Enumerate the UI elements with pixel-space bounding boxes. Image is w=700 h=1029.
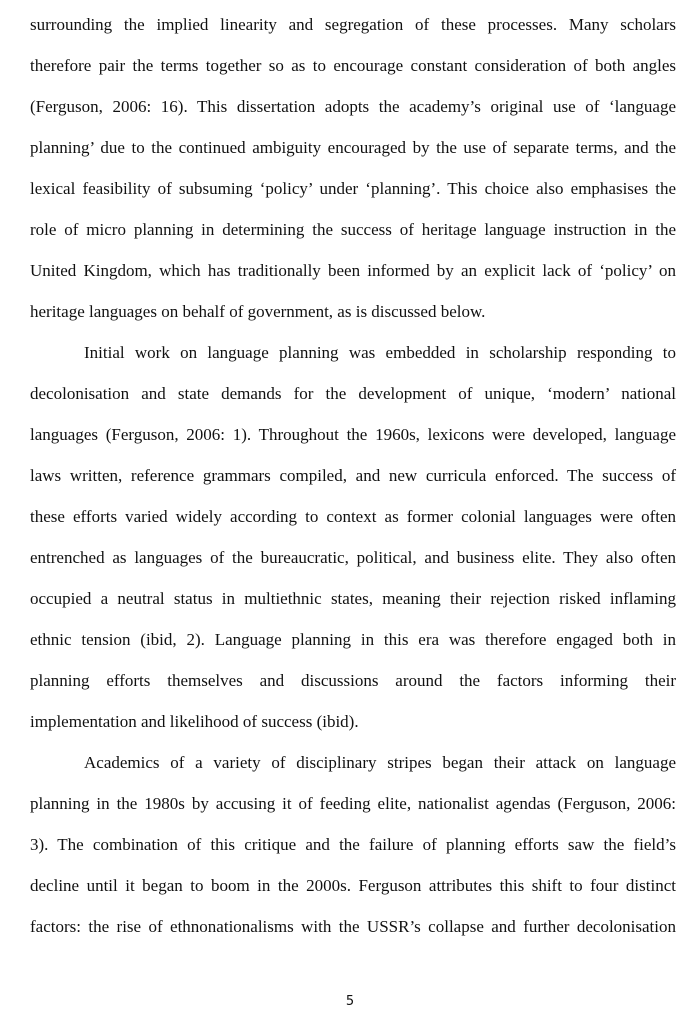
paragraph-1-line-6: role of micro planning in determining the success of heritage language instruction in the: [30, 220, 676, 239]
paragraph-2-line-2: decolonisation and state demands for the development of unique, ‘modern’ national: [30, 384, 676, 403]
paragraph-2-line-1: Initial work on language planning was embedded in scholarship responding to: [84, 343, 676, 362]
paragraph-1-line-1: surrounding the implied linearity and segregation of these processes. Many scholars: [30, 15, 676, 34]
paragraph-1-line-7: United Kingdom, which has traditionally been informed by an explicit lack of ‘policy’ on: [30, 261, 676, 280]
paragraph-2-line-3: languages (Ferguson, 2006: 1). Throughout the 1960s, lexicons were developed, language: [30, 425, 676, 444]
paragraph-3-line-3: 3). The combination of this critique and the failure of planning efforts saw the field’s: [30, 835, 676, 854]
paragraph-2-line-7: occupied a neutral status in multiethnic states, meaning their rejection risked inflaming: [30, 589, 676, 608]
paragraph-1-line-8: heritage languages on behalf of government, as is discussed below.: [30, 302, 486, 321]
paragraph-3-line-5: factors: the rise of ethnonationalisms with the USSR’s collapse and further decolonisation: [30, 917, 676, 936]
paragraph-2-line-8: ethnic tension (ibid, 2). Language planning in this era was therefore engaged both in: [30, 630, 676, 649]
paragraph-3-line-1: Academics of a variety of disciplinary stripes began their attack on language: [84, 753, 676, 772]
paragraph-1-line-2: therefore pair the terms together so as to encourage constant consideration of both angles: [30, 56, 676, 75]
paragraph-2-line-9: planning efforts themselves and discussions around the factors informing their: [30, 671, 676, 690]
paragraph-1-line-5: lexical feasibility of subsuming ‘policy’ under ‘planning’. This choice also emphasises the: [30, 179, 676, 198]
paragraph-2-line-5: these efforts varied widely according to context as former colonial languages were often: [30, 507, 676, 526]
paragraph-3-line-2: planning in the 1980s by accusing it of feeding elite, nationalist agendas (Ferguson, 2006:: [30, 794, 676, 813]
paragraph-2-line-6: entrenched as languages of the bureaucratic, political, and business elite. They also often: [30, 548, 676, 567]
paragraph-2-line-4: laws written, reference grammars compiled, and new curricula enforced. The success of: [30, 466, 676, 485]
paragraph-1-line-3: (Ferguson, 2006: 16). This dissertation adopts the academy’s original use of ‘language: [30, 97, 676, 116]
page-number: 5: [345, 994, 355, 1009]
paragraph-1-line-4: planning’ due to the continued ambiguity encouraged by the use of separate terms, and the: [30, 138, 676, 157]
paragraph-2-line-10: implementation and likelihood of success (ibid).: [30, 712, 359, 731]
paragraph-3-line-4: decline until it began to boom in the 2000s. Ferguson attributes this shift to four distinct: [30, 876, 676, 895]
